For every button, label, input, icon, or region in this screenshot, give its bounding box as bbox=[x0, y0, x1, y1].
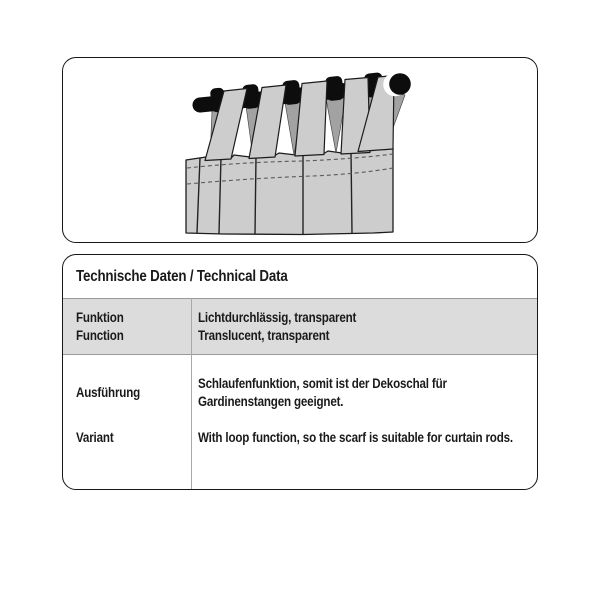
table-header-row bbox=[63, 255, 537, 298]
rod-finial-graphic bbox=[383, 73, 411, 97]
table-row-funktion bbox=[63, 298, 537, 355]
ausfuehrung-label-cell bbox=[63, 384, 191, 402]
funktion-value-cell bbox=[191, 299, 537, 354]
top-illustration-panel bbox=[62, 57, 538, 243]
ausfuehrung-subrow-de bbox=[63, 375, 537, 411]
funktion-label-en: Function bbox=[76, 327, 124, 343]
variant-value-cell-en bbox=[191, 429, 538, 447]
funktion-label-cell bbox=[63, 299, 191, 354]
curtain-fabric-body-graphic bbox=[186, 148, 393, 235]
funktion-value-de: Lichtdurchlässig, transparent bbox=[198, 309, 357, 325]
table-column-divider bbox=[191, 298, 192, 489]
variant-label-en: Variant bbox=[76, 429, 114, 445]
ausfuehrung-value-cell-de bbox=[191, 375, 538, 411]
table-title: Technische Daten / Technical Data bbox=[76, 267, 288, 285]
tech-data-panel bbox=[62, 254, 538, 490]
curtain-illustration bbox=[63, 58, 536, 241]
variant-value-en: With loop function, so the scarf is suitable for curtain rods. bbox=[198, 429, 513, 445]
funktion-value-en: Translucent, transparent bbox=[198, 327, 330, 343]
ausfuehrung-value-de: Schlaufenfunktion, somit ist der Dekoschal für Gardinenstangen geeignet. bbox=[198, 376, 447, 409]
variant-label-cell bbox=[63, 429, 191, 447]
table-row-ausfuehrung bbox=[63, 355, 537, 447]
ausfuehrung-label-de: Ausführung bbox=[76, 384, 141, 400]
ausfuehrung-subrow-en bbox=[63, 429, 537, 447]
funktion-label-de: Funktion bbox=[76, 309, 124, 325]
